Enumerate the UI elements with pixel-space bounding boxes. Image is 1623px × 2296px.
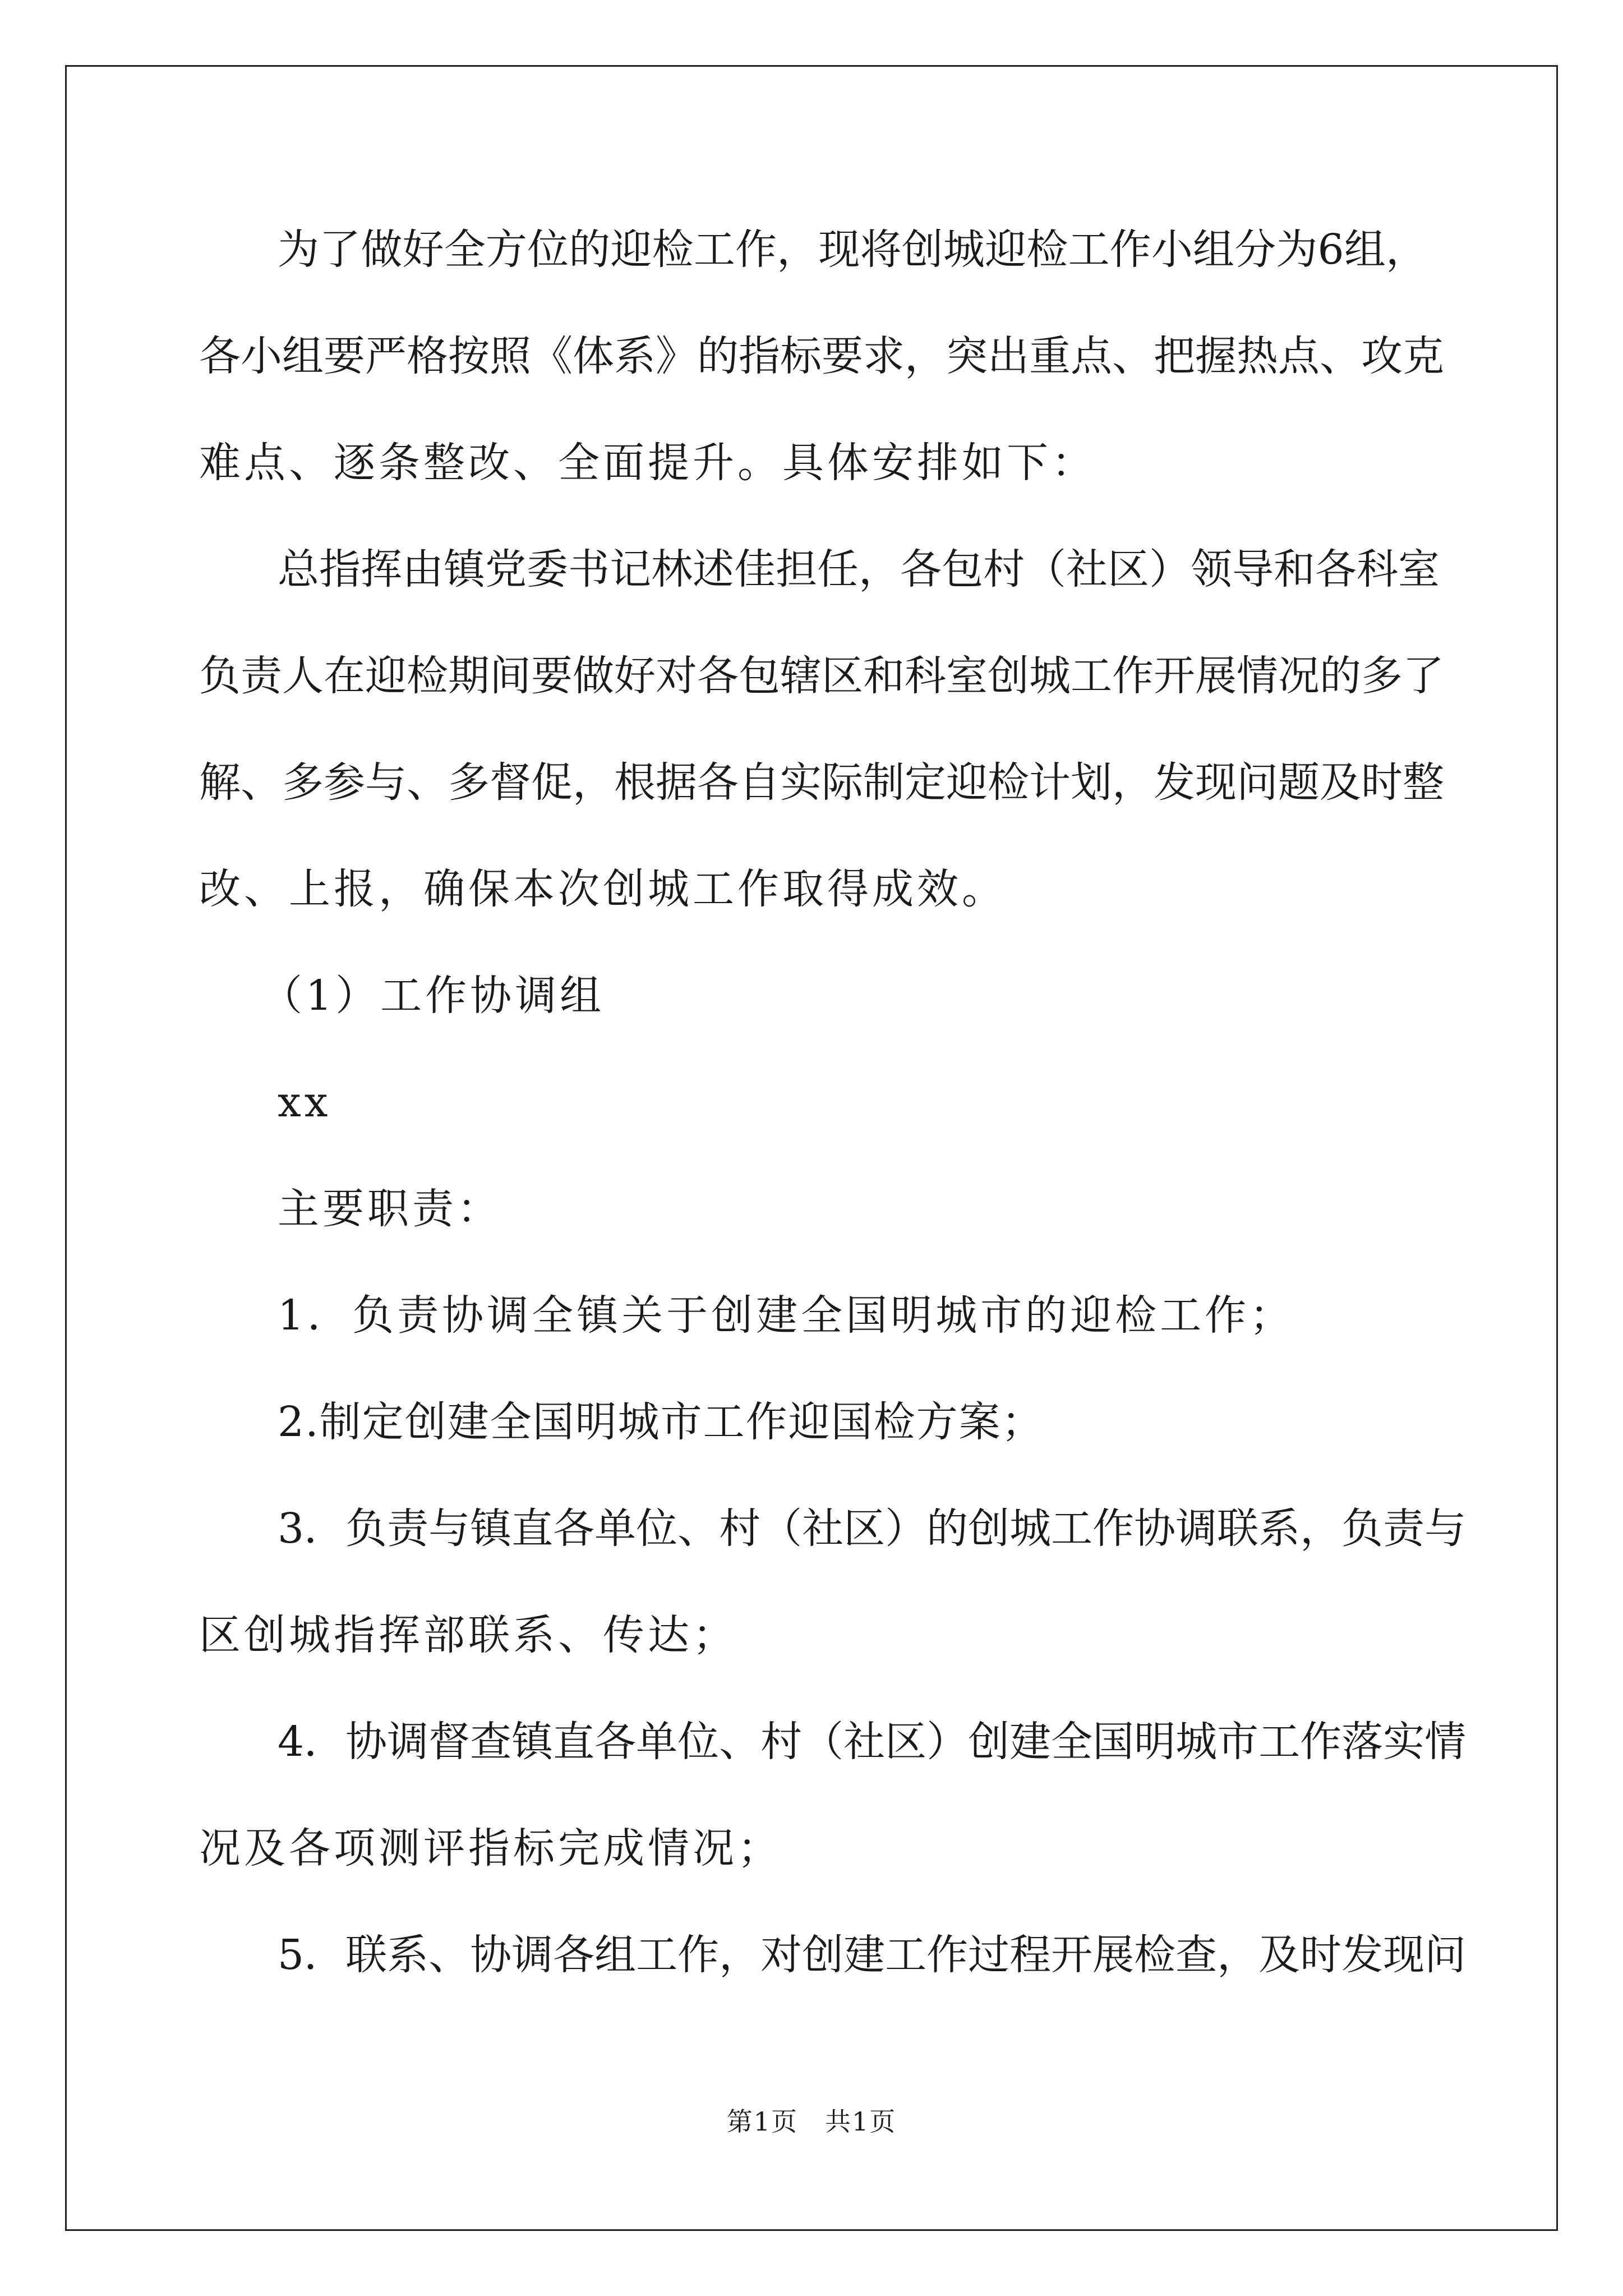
section-heading: （1）工作协调组: [261, 972, 605, 1020]
paragraph-line: 主要职责：: [278, 1185, 502, 1233]
list-item: 3．负责与镇直各单位、村（社区）的创城工作协调联系，负责与: [278, 1504, 1467, 1553]
page-number: 第1页 共1页: [726, 2106, 897, 2137]
paragraph-line: 解、多参与、多督促，根据各自实际制定迎检计划，发现问题及时整: [199, 758, 1444, 807]
list-item: 2.制定创建全国明城市工作迎国检方案；: [278, 1398, 1044, 1446]
page-border: [65, 65, 1558, 2231]
paragraph-line: 各小组要严格按照《体系》的指标要求，突出重点、把握热点、攻克: [199, 332, 1444, 380]
paragraph-line: 为了做好全方位的迎检工作，现将创城迎检工作小组分为6组，: [278, 226, 1427, 274]
list-item-continuation: 况及各项测评指标完成情况；: [199, 1824, 782, 1872]
list-item: 5．联系、协调各组工作，对创建工作过程开展检查，及时发现问: [278, 1931, 1467, 1979]
list-item: 1．负责协调全镇关于创建全国明城市的迎检工作；: [278, 1291, 1295, 1340]
list-item: 4．协调督查镇直各单位、村（社区）创建全国明城市工作落实情: [278, 1718, 1467, 1766]
list-item-continuation: 区创城指挥部联系、传达；: [199, 1611, 737, 1659]
paragraph-line: 难点、逐条整改、全面提升。具体安排如下：: [199, 439, 1096, 487]
paragraph-line: 总指挥由镇党委书记林述佳担任，各包村（社区）领导和各科室: [278, 545, 1440, 593]
paragraph-line: 改、上报，确保本次创城工作取得成效。: [199, 865, 1007, 913]
paragraph-line: 负责人在迎检期间要做好对各包辖区和科室创城工作开展情况的多了: [199, 652, 1444, 700]
paragraph-line: xx: [278, 1078, 331, 1126]
